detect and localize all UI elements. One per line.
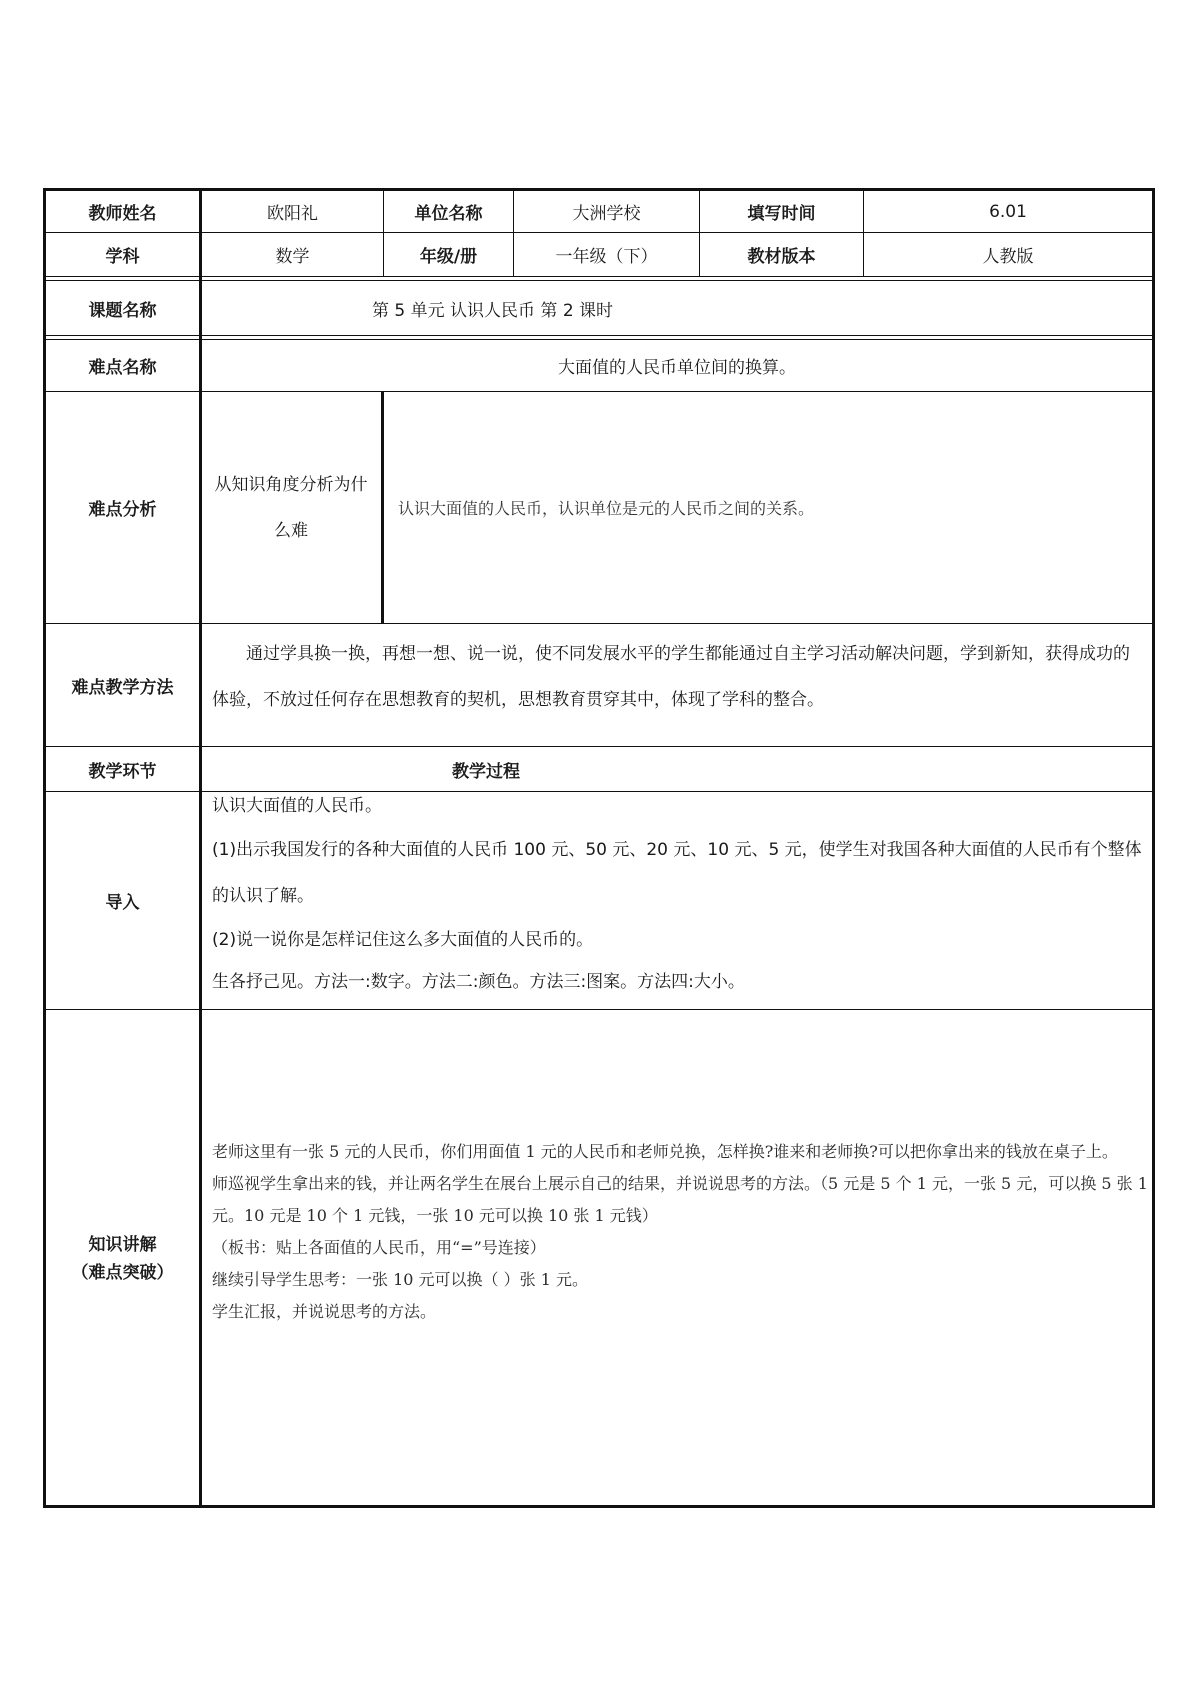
knowledge-content xyxy=(212,1136,1148,1328)
topic-label: 课题名称 xyxy=(88,300,157,321)
knowledge-line: 老师这里有一张 5 元的人民币，你们用面值 1 元的人民币和老师兑换，怎样换?谁来和老师换?可以把你拿出来的钱放在桌子上。 xyxy=(212,1142,1118,1161)
subject-label: 学科 xyxy=(105,247,140,267)
intro-line: 生各抒己见。方法一:数字。方法二:颜色。方法三:图案。方法四:大小。 xyxy=(212,972,745,992)
subject-value: 数学 xyxy=(275,247,310,267)
intro-line: 认识大面值的人民币。 xyxy=(212,796,382,816)
knowledge-label xyxy=(46,1010,199,1508)
analysis-value: 认识大面值的人民币，认识单位是元的人民币之间的关系。 xyxy=(398,499,815,518)
knowledge-label-line1: 知识讲解 xyxy=(88,1235,157,1255)
grade-label: 年级/册 xyxy=(419,247,478,267)
date-value: 6.01 xyxy=(989,201,1027,222)
edition-value: 人教版 xyxy=(982,247,1034,267)
row-divider xyxy=(46,623,1152,624)
edition-label: 教材版本 xyxy=(747,247,816,267)
method-label: 难点教学方法 xyxy=(71,677,174,698)
knowledge-line: 继续引导学生思考：一张 10 元可以换（ ）张 1 元。 xyxy=(212,1270,588,1289)
topic-value: 第 5 单元 认识人民币 第 2 课时 xyxy=(372,300,614,321)
teacher-label: 教师姓名 xyxy=(88,204,157,224)
row-divider xyxy=(46,276,1152,277)
analysis-divider xyxy=(381,391,384,623)
intro-line: (2)说一说你是怎样记住这么多大面值的人民币的。 xyxy=(212,930,594,950)
difficulty-label: 难点名称 xyxy=(88,358,157,378)
lesson-plan-table xyxy=(43,188,1155,1508)
process-label: 教学过程 xyxy=(452,761,520,782)
row-divider xyxy=(46,335,1152,336)
knowledge-label-line2: （难点突破） xyxy=(71,1263,174,1283)
method-value xyxy=(212,631,1142,723)
grade-value: 一年级（下） xyxy=(555,247,658,267)
analysis-label: 难点分析 xyxy=(88,500,157,520)
analysis-sub-label: 从知识角度分析为什么难 xyxy=(214,474,368,541)
method-text: 通过学具换一换，再想一想、说一说，使不同发展水平的学生都能通过自主学习活动解决问题，学到新知，获得成功的体验，不放过任何存在思想教育的契机，思想教育贯穿其中，体现了学科的整合。 xyxy=(212,644,1130,710)
unit-label: 单位名称 xyxy=(414,204,483,224)
teacher-value: 欧阳礼 xyxy=(267,204,318,224)
unit-value: 大洲学校 xyxy=(572,204,641,224)
row-divider xyxy=(46,746,1152,747)
knowledge-line: 师巡视学生拿出来的钱，并让两名学生在展台上展示自己的结果，并说说思考的方法。（5 元是 5 个 1 元，一张 5 元，可以换 5 张 1 元。10 元是 10 个 1 元钱，一张 10 元可以换 10 张 1 元钱） xyxy=(212,1174,1148,1225)
row-divider xyxy=(46,1009,1152,1010)
difficulty-value: 大面值的人民币单位间的换算。 xyxy=(558,358,796,378)
knowledge-line: 学生汇报，并说说思考的方法。 xyxy=(212,1302,437,1321)
knowledge-line: （板书：贴上各面值的人民币，用“=”号连接） xyxy=(212,1238,546,1257)
intro-content xyxy=(212,785,1148,1003)
intro-label: 导入 xyxy=(105,893,140,913)
stage-label: 教学环节 xyxy=(88,761,157,782)
date-label: 填写时间 xyxy=(747,204,816,224)
intro-line: (1)出示我国发行的各种大面值的人民币 100 元、50 元、20 元、10 元、5 元，使学生对我国各种大面值的人民币有个整体的认识了解。 xyxy=(212,840,1142,906)
